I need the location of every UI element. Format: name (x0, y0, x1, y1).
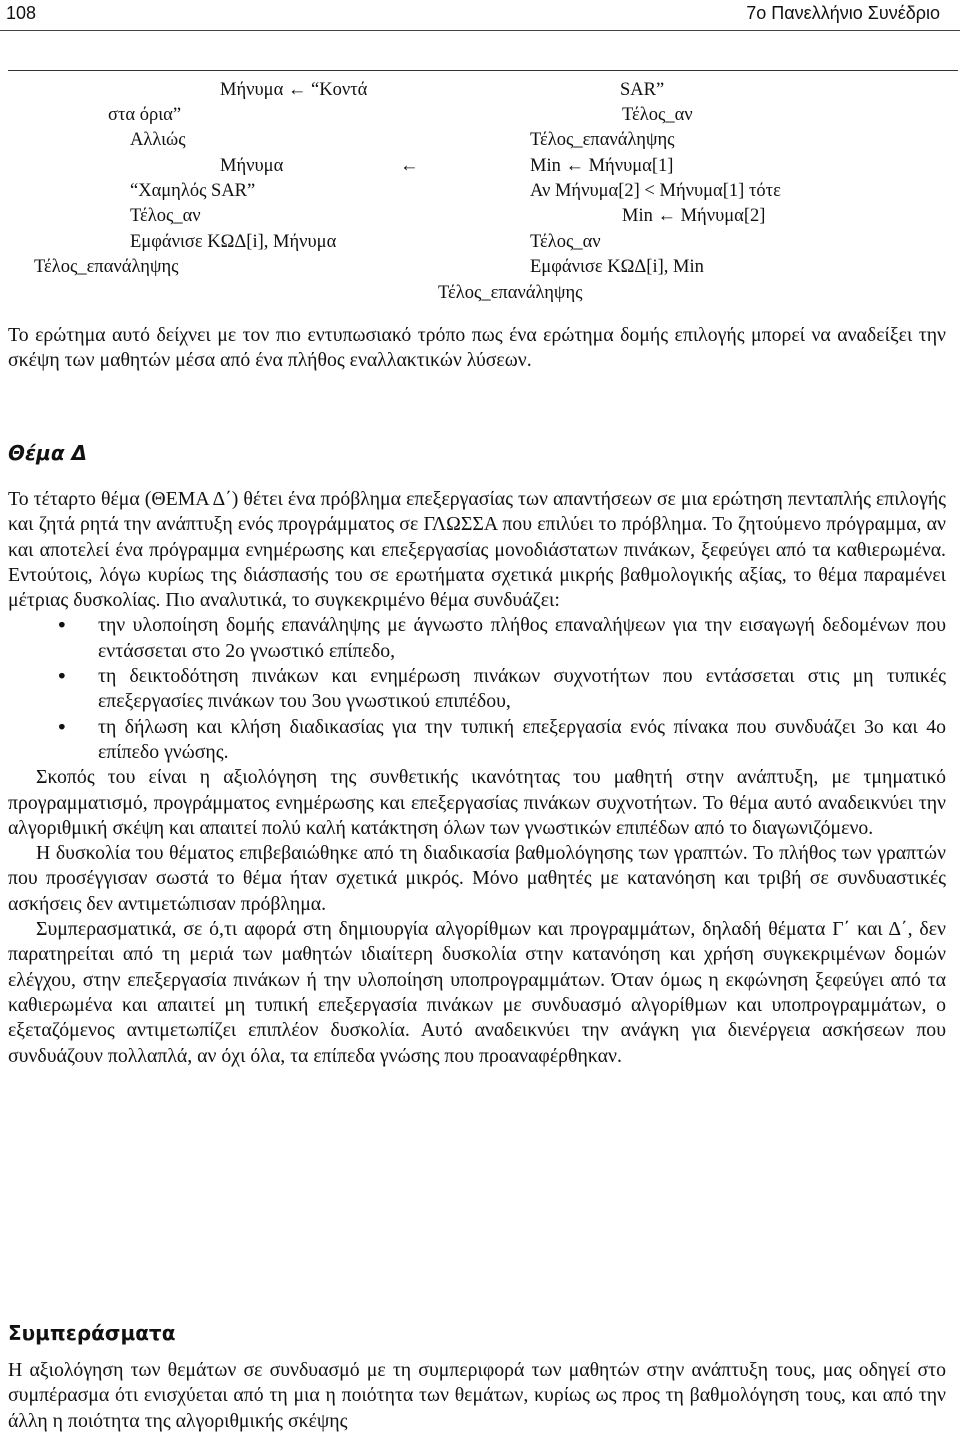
section-d-body (8, 487, 946, 1069)
paragraph: Η δυσκολία του θέματος επιβεβαιώθηκε από τη διαδικασία βαθμολόγησης των γραπτών. Το πλήθος των γραπτών που προσέγγισαν σωστά το θέμα ήταν σχετικά μικρός. Μόνο μαθητές με κατανόηση και τριβή σε συνδυαστικές ασκήσεις δεν αντιμετώπισαν πρόβλημα. (8, 842, 946, 915)
list-item: • τη δεικτοδότηση πινάκων και ενημέρωση πινάκων συχνοτήτων που εντάσσεται στις μη τυπικές επεξεργασίες πινάκων του 3ου γνωστικού επιπέδου, (8, 664, 946, 715)
page-header (0, 0, 960, 31)
code-line: SAR” (620, 80, 665, 100)
code-line: Εμφάνισε ΚΩΔ[i], Min (530, 257, 704, 277)
code-line: Min ← Μήνυμα[1] (530, 156, 674, 176)
code-line: Τέλος_επανάληψης (438, 283, 583, 303)
code-line: Τέλος_αν (130, 206, 201, 226)
code-listing (8, 70, 958, 309)
paragraph: Συμπερασματικά, σε ό,τι αφορά στη δημιουργία αλγορίθμων και προγραμμάτων, δηλαδή θέματα Γ΄ και Δ΄, δεν παρατηρείται από τη μεριά των μαθητών ιδιαίτερη δυσκολία στην κατανόηση και χρήση συγκεκριμένων δομών ελέγχου, στην επεξεργασία πινάκων ή την υλοποίηση υποπρογραμμάτων. Όταν όμως η εκφώνηση ξεφεύγει από τα καθιερωμένα και απαιτεί μη τυπική επεξεργασία πινάκων με συνδυασμό αλγορίθμων και υποπρογραμμάτων, ο εξεταζόμενος αντιμετωπίζει επιπλέον δυσκολία. Αυτό αναδεικνύει την ανάγκη για διενέργεια ασκήσεων που συνδυάζουν πολλαπλά, αν όχι όλα, τα επίπεδα γνώσης που προαναφέρθηκαν. (8, 918, 946, 1067)
code-line: Μήνυμα (220, 156, 284, 176)
section-heading: Θέμα Δ (8, 441, 88, 465)
list-item: • την υλοποίηση δομής επανάληψης με άγνωστο πλήθος επαναλήψεων για την εισαγωγή δεδομένων που εντάσσεται στο 2ο γνωστικό επίπεδο, (8, 613, 946, 664)
arrow-icon: ← (400, 156, 419, 176)
code-line: Τέλος_αν (622, 105, 693, 125)
code-line: Τέλος_επανάληψης (34, 257, 179, 277)
conclusions-body (8, 1358, 946, 1434)
paragraph: Το ερώτημα αυτό δείχνει με τον πιο εντυπωσιακό τρόπο πως ένα ερώτημα δομής επιλογής μπορεί να αναδείξει την σκέψη των μαθητών μέσα από ένα πλήθος εναλλακτικών λύσεων. (8, 324, 946, 372)
code-line: Εμφάνισε ΚΩΔ[i], Μήνυμα (130, 232, 337, 252)
running-title: 7ο Πανελλήνιο Συνέδριο (746, 3, 940, 23)
paragraph: Σκοπός του είναι η αξιολόγηση της συνθετικής ικανότητας του μαθητή στην ανάπτυξη, με τμηματικό προγραμματισμό, προγράμματος ενημέρωσης και επεξεργασίας πινάκων συχνοτήτων. Το θέμα αυτό αναδεικνύει την αλγοριθμική σκέψη και απαιτεί πολύ καλή κατάκτηση όλων των γνωστικών επιπέδων από το διαγωνιζόμενο. (8, 766, 946, 839)
code-line: Min ← Μήνυμα[2] (622, 206, 766, 226)
code-line: “Χαμηλός SAR” (130, 181, 256, 201)
code-line: Αλλιώς (130, 130, 186, 150)
section-heading: Συμπεράσματα (8, 1321, 176, 1345)
code-line: Αν Μήνυμα[2] < Μήνυμα[1] τότε (530, 181, 781, 201)
bullet-list (8, 613, 946, 765)
list-item: • τη δήλωση και κλήση διαδικασίας για την τυπική επεξεργασία ενός πίνακα που συνδυάζει 3ο και 4ο επίπεδο γνώσης. (8, 715, 946, 766)
paragraph: Το τέταρτο θέμα (ΘΕΜΑ Δ΄) θέτει ένα πρόβλημα επεξεργασίας των απαντήσεων σε μια ερώτηση πενταπλής επιλογής και ζητά ρητά την ανάπτυξη ενός προγράμματος σε ΓΛΩΣΣΑ που επιλύει το πρόβλημα. Το ζητούμενο πρόγραμμα, αν και αποτελεί ένα πρόγραμμα ενημέρωσης και επεξεργασίας μονοδιάστατων πινάκων, ξεφεύγει από τα καθιερωμένα. Εντούτοις, λόγω κυρίως της διάσπασής του σε ερωτήματα σχετικά μικρής βαθμολογικής αξίας, το θέμα παραμένει μέτριας δυσκολίας. Πιο αναλυτικά, το συγκεκριμένο θέμα συνδυάζει: (8, 488, 946, 612)
code-line: Τέλος_επανάληψης (530, 130, 675, 150)
code-line: στα όρια” (108, 105, 182, 125)
page-number: 108 (6, 3, 37, 23)
paragraph: Η αξιολόγηση των θεμάτων σε συνδυασμό με τη συμπεριφορά των μαθητών στην ανάπτυξη τους, μας οδηγεί στο συμπέρασμα ότι ενισχύεται από τη μια η ποιότητα των θεμάτων, κυρίως ως προς τη βαθμολόγηση τους, και από την άλλη η ποιότητα της αλγοριθμικής σκέψης (8, 1359, 946, 1432)
intro-paragraph (8, 323, 946, 374)
code-line: Μήνυμα ← “Κοντά (220, 80, 368, 100)
code-line: Τέλος_αν (530, 232, 601, 252)
